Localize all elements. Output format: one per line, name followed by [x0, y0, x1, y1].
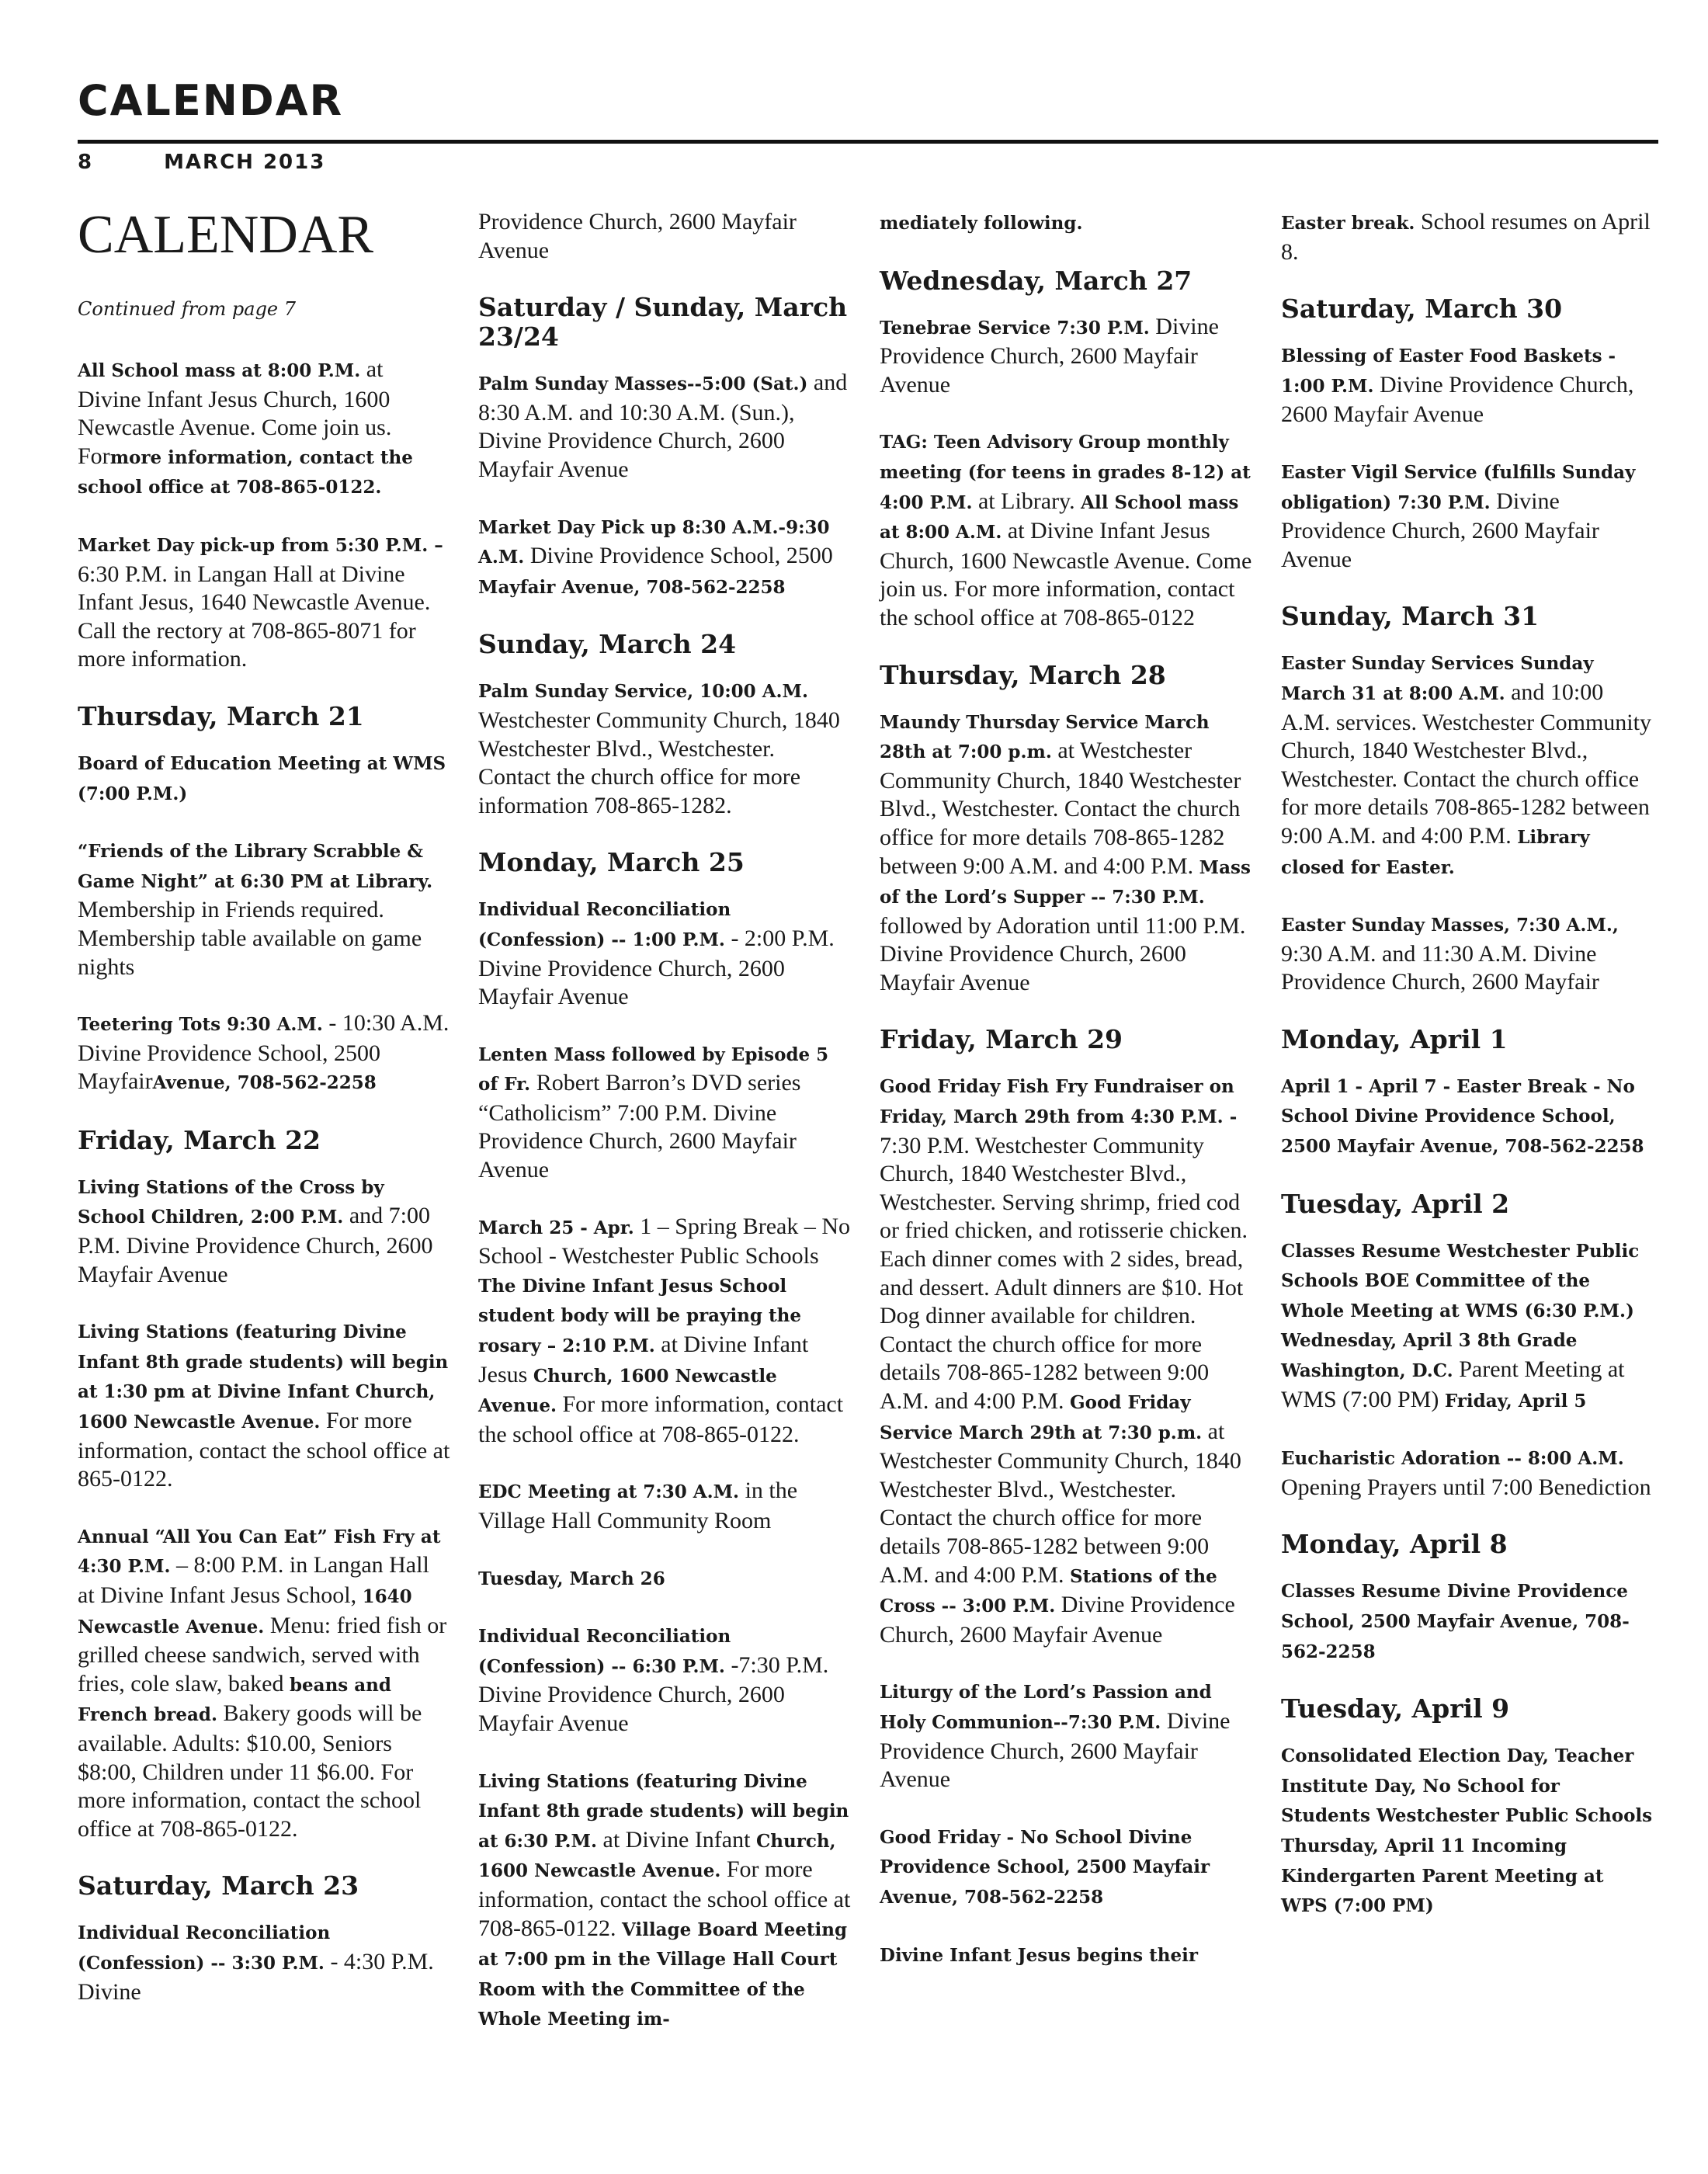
entry-bold-text: Palm Sunday Service, 10:00 A.M. [478, 681, 809, 703]
entry-text: at Library. [972, 488, 1081, 514]
column-2 [478, 208, 851, 2062]
calendar-entry [478, 1477, 851, 1535]
entry-text: at Westchester Community Church, 1840 Westchester Blvd., Westchester. Contact the church office for more details 708-865-1282 between 9:00 A.M. and 4:00 P.M. [880, 738, 1241, 879]
entry-bold-text: Teetering Tots 9:30 A.M. [78, 1014, 323, 1036]
entry-bold-text: Individual Reconciliation (Confession) -- 3:30 P.M. [78, 1922, 331, 1974]
calendar-entry [1281, 1071, 1654, 1162]
day-heading: Friday, March 29 [880, 1024, 1123, 1055]
column-4 [1281, 208, 1654, 1949]
entry-text: Divine Providence Church, 2600 Mayfair Avenue [880, 313, 1219, 398]
entry-bold-text: Living Stations of the Cross by School Children, 2:00 P.M. [78, 1176, 384, 1228]
entry-text: For more information, contact the school office at 708-865-0122. [478, 1856, 851, 1941]
column-3-body [880, 208, 1252, 1970]
calendar-entry [1281, 341, 1654, 429]
calendar-entry [478, 676, 851, 820]
column-2-body [478, 208, 851, 2034]
entry-text: Menu: fried fish or grilled cheese sandwich, served with fries, cole slaw, baked [78, 1612, 447, 1696]
entry-text: 7:30 P.M. Westchester Community Church, 1840 Westchester Blvd., Westchester. Serving shrimp, fried cod or fried chicken, and rotisserie chicken. Each dinner comes with 2 sides, bread, and dessert. Adult dinners are $10. Hot Dog dinner available for children. Contact the church office for more details 708-865-1282 between 9:00 A.M. and 4:00 P.M. [880, 1132, 1248, 1414]
entry-bold-text: Liturgy of the Lord’s Passion and Holy Communion--7:30 P.M. [880, 1682, 1212, 1733]
entry-text: at Divine Infant Jesus Church, 1600 Newcastle Avenue. Come join us. For [78, 356, 392, 469]
entry-text: 6:30 P.M. in Langan Hall at Divine Infant Jesus, 1640 Newcastle Avenue. Call the rectory at 708-865-8071 for more information. [78, 561, 431, 672]
calendar-entry [880, 1940, 1252, 1971]
calendar-entry [880, 1071, 1252, 1649]
calendar-entry [478, 369, 851, 484]
day-heading: Saturday, March 30 [1281, 293, 1563, 325]
entry-bold-text: Good Friday Service March 29th at 7:30 p.m. [880, 1392, 1203, 1443]
entry-text: and 10:00 A.M. services. Westchester Community Church, 1840 Westchester Blvd., Westchester. Contact the church office for more details 708-865-1282 between 9:00 A.M. and 4:00 P.M. [1281, 679, 1651, 849]
entry-bold-text: Individual Reconciliation (Confession) -- 6:30 P.M. [478, 1626, 731, 1677]
issue-date: MARCH 2013 [164, 151, 326, 174]
entry-bold-text: Eucharistic Adoration -- 8:00 A.M. [1281, 1448, 1624, 1470]
calendar-entry [478, 1040, 851, 1185]
calendar-entry [478, 1564, 851, 1594]
entry-bold-text: The Divine Infant Jesus School student body will be praying the rosary – 2:10 P.M. [478, 1275, 801, 1357]
calendar-entry [880, 208, 1252, 238]
calendar-entry [880, 1677, 1252, 1794]
column-1-body [78, 356, 450, 2006]
calendar-entry [478, 208, 851, 265]
column-3 [880, 208, 1252, 1998]
entry-bold-text: Good Friday Fish Fry Fundraiser on Friday, March 29th from 4:30 P.M. - [880, 1076, 1238, 1128]
entry-bold-text: Classes Resume Westchester Public Schools BOE Committee of the Whole Meeting at WMS (6:30 P.M.) Wednesday, April 3 8th Grade Washington, D.C. [1281, 1240, 1640, 1382]
entry-bold-text: Market Day Pick up 8:30 A.M.-9:30 A.M. [478, 516, 830, 568]
entry-bold-text: All School mass at 8:00 P.M. [78, 360, 361, 381]
entry-bold-text: Church, 1600 Newcastle Avenue. [478, 1830, 836, 1882]
calendar-entry [78, 1317, 450, 1494]
calendar-entry [1281, 1741, 1654, 1921]
entry-bold-text: Palm Sunday Masses--5:00 (Sat.) [478, 373, 808, 395]
entry-text: Divine Providence Church, 2600 Mayfair Avenue [880, 1707, 1231, 1793]
entry-text: and 8:30 A.M. and 10:30 A.M. (Sun.), Divine Providence Church, 2600 Mayfair Avenue [478, 370, 848, 482]
day-heading: Tuesday, April 9 [1281, 1693, 1510, 1724]
day-heading: Friday, March 22 [78, 1124, 321, 1155]
calendar-entry [78, 1172, 450, 1289]
entry-bold-text: Maundy Thursday Service March 28th at 7:00 p.m. [880, 711, 1210, 763]
calendar-entry [1281, 910, 1654, 997]
day-heading: Sunday, March 31 [1281, 601, 1540, 632]
entry-bold-text: EDC Meeting at 7:30 A.M. [478, 1481, 740, 1503]
entry-text: at Divine Infant [597, 1826, 756, 1853]
day-heading: Saturday / Sunday, March 23/24 [478, 292, 848, 352]
entry-bold-text: April 1 - April 7 - Easter Break - No School Divine Providence School, 2500 Mayfair Avenue, 708-562-2258 [1281, 1075, 1644, 1158]
entry-text: in the Village Hall Community Room [478, 1478, 798, 1533]
header-rule [78, 140, 1658, 144]
calendar-entry [880, 313, 1252, 400]
entry-text: For more information, contact the school office at 708-865-0122. [478, 1391, 844, 1447]
entry-bold-text: March 25 - Apr. [478, 1217, 634, 1238]
entry-bold-text: Good Friday - No School Divine Providence School, 2500 Mayfair Avenue, 708-562-2258 [880, 1826, 1210, 1908]
entry-bold-text: TAG: Teen Advisory Group monthly meeting (for teens in grades 8-12) at 4:00 P.M. [880, 432, 1251, 513]
entry-text: Divine Providence Church, 2600 Mayfair Avenue [880, 1592, 1235, 1648]
calendar-entry [1281, 1443, 1654, 1502]
entry-bold-text: Annual “All You Can Eat” Fish Fry at 4:30 P.M. [78, 1526, 441, 1578]
masthead-title: CALENDAR [78, 76, 344, 125]
day-heading: Monday, April 8 [1281, 1529, 1508, 1560]
calendar-entry [1281, 208, 1654, 266]
entry-bold-text: Avenue, 708-562-2258 [152, 1072, 377, 1094]
entry-bold-text: beans and French bread. [78, 1674, 391, 1726]
entry-bold-text: Living Stations (featuring Divine Infant 8th grade students) will begin at 6:30 P.M. [478, 1770, 849, 1852]
entry-text: Bakery goods will be available. Adults: $10.00, Seniors $8:00, Children under 11 $6.00. For more information, contact the school office at 708-865-0122. [78, 1700, 422, 1842]
entry-bold-text: Consolidated Election Day, Teacher Institute Day, No School for Students Westchester Public Schools Thursday, April 11 Incoming Kindergarten Parent Meeting at WPS (7:00 PM) [1281, 1745, 1653, 1917]
entry-text: at Westchester Community Church, 1840 Westchester Blvd., Westchester. Contact the church office for more details 708-865-1282 between 9:00 A.M. and 4:00 P.M. [880, 1418, 1241, 1588]
entry-text: Robert Barron’s DVD series “Catholicism” 7:00 P.M. Divine Providence Church, 2600 Mayfair Avenue [478, 1070, 801, 1183]
entry-bold-text: “Friends of the Library Scrabble & Game Night” at 6:30 PM at Library. [78, 841, 433, 892]
entry-bold-text: Lenten Mass followed by Episode 5 of Fr. [478, 1044, 829, 1096]
section-title: CALENDAR [78, 205, 374, 265]
calendar-entry [78, 356, 450, 502]
calendar-entry [478, 1621, 851, 1738]
entry-bold-text: Blessing of Easter Food Baskets - 1:00 P.M. [1281, 346, 1616, 397]
column-1 [78, 205, 450, 2034]
calendar-entry [1281, 648, 1654, 882]
entry-text: - 10:30 A.M. Divine Providence School, 2500 Mayfair [78, 1010, 450, 1095]
entry-text: Divine Providence Church, 2600 Mayfair Avenue [1281, 371, 1634, 428]
entry-bold-text: Easter Sunday Services Sunday March 31 at 8:00 A.M. [1281, 653, 1594, 704]
entry-bold-text: Church, 1600 Newcastle Avenue. [478, 1365, 777, 1417]
entry-bold-text: 1640 Newcastle Avenue. [78, 1586, 412, 1637]
entry-bold-text: Village Board Meeting at 7:00 pm in the Village Hall Court Room with the Committee of the Whole Meeting im- [478, 1919, 848, 2030]
calendar-entry [78, 748, 450, 808]
calendar-entry [1281, 457, 1654, 574]
entry-bold-text: Tenebrae Service 7:30 P.M. [880, 317, 1150, 339]
calendar-entry [478, 1766, 851, 2034]
calendar-entry [880, 427, 1252, 632]
calendar-entry [78, 1522, 450, 1844]
entry-text: Westchester Community Church, 1840 Westchester Blvd., Westchester. Contact the church office for more information 708-865-1282. [478, 707, 840, 818]
continued-note: Continued from page 7 [78, 298, 297, 320]
entry-bold-text: All School mass at 8:00 A.M. [880, 491, 1239, 544]
calendar-entry [78, 1918, 450, 2006]
entry-bold-text: Board of Education Meeting at WMS (7:00 P.M.) [78, 752, 446, 804]
entry-text: For more information, contact the school office at 865-0122. [78, 1408, 450, 1492]
entry-bold-text: Market Day pick-up from 5:30 P.M. – [78, 534, 443, 556]
entry-text: Divine Providence School, 2500 [524, 543, 833, 569]
entry-bold-text: Individual Reconciliation (Confession) -- 1:00 P.M. [478, 899, 731, 950]
calendar-entry [78, 836, 450, 981]
day-heading: Thursday, March 21 [78, 700, 364, 731]
entry-text: Providence Church, 2600 Mayfair Avenue [478, 209, 797, 263]
entry-text: at Divine Infant Jesus [478, 1332, 809, 1387]
calendar-entry [1281, 1576, 1654, 1666]
entry-text: and 7:00 P.M. Divine Providence Church, 2600 Mayfair Avenue [78, 1203, 433, 1287]
entry-bold-text: Living Stations (featuring Divine Infant 8th grade students) will begin at 1:30 pm at Divine Infant Church, 1600 Newcastle Avenue. [78, 1321, 449, 1433]
entry-text: School resumes on April 8. [1281, 209, 1651, 265]
calendar-entry [478, 894, 851, 1011]
entry-text: - 4:30 P.M. Divine [78, 1948, 434, 2005]
calendar-entry [478, 1213, 851, 1450]
entry-bold-text: Easter Sunday Masses, 7:30 A.M., [1281, 915, 1619, 936]
day-heading: Monday, April 1 [1281, 1023, 1508, 1054]
entry-bold-text: Divine Infant Jesus begins their [880, 1944, 1198, 1966]
entry-text: 9:30 A.M. and 11:30 A.M. Divine Providence Church, 2600 Mayfair [1281, 940, 1599, 995]
calendar-entry [78, 1009, 450, 1098]
day-heading: Wednesday, March 27 [880, 265, 1192, 296]
entry-text: Divine Providence Church, 2600 Mayfair Avenue [1281, 488, 1599, 572]
entry-text: Membership in Friends required. Membership table available on game nights [78, 897, 422, 980]
entry-text: -7:30 P.M. Divine Providence Church, 2600 Mayfair Avenue [478, 1651, 829, 1736]
entry-text: – 8:00 P.M. in Langan Hall at Divine Infant Jesus School, [78, 1552, 429, 1608]
entry-bold-text: Friday, April 5 [1444, 1390, 1587, 1412]
column-4-body [1281, 208, 1654, 1921]
calendar-entry [1281, 1236, 1654, 1416]
entry-bold-text: Tuesday, March 26 [478, 1568, 665, 1589]
calendar-entry [880, 707, 1252, 998]
entry-text: 1 – Spring Break – No School - Westchester Public Schools [478, 1213, 851, 1269]
page-number: 8 [78, 151, 94, 174]
entry-bold-text: Classes Resume Divine Providence School, 2500 Mayfair Avenue, 708-562-2258 [1281, 1581, 1630, 1662]
entry-bold-text: Stations of the Cross -- 3:00 P.M. [880, 1565, 1217, 1617]
calendar-entry [478, 512, 851, 603]
entry-text: followed by Adoration until 11:00 P.M. Divine Providence Church, 2600 Mayfair Avenue [880, 912, 1246, 995]
entry-bold-text: Mayfair Avenue, 708-562-2258 [478, 576, 786, 598]
entry-text: Opening Prayers until 7:00 Benediction [1281, 1474, 1651, 1500]
entry-text: Parent Meeting at WMS (7:00 PM) [1281, 1356, 1625, 1412]
day-heading: Tuesday, April 2 [1281, 1188, 1510, 1219]
calendar-entry [78, 530, 450, 674]
calendar-entry [880, 1822, 1252, 1912]
day-heading: Monday, March 25 [478, 847, 745, 878]
entry-bold-text: Library closed for Easter. [1281, 826, 1590, 878]
day-heading: Saturday, March 23 [78, 1870, 359, 1901]
entry-bold-text: Easter Vigil Service (fulfills Sunday obligation) 7:30 P.M. [1281, 461, 1636, 513]
entry-bold-text: more information, contact the school office at 708-865-0122. [78, 446, 413, 498]
entry-bold-text: Easter break. [1281, 213, 1415, 234]
day-heading: Thursday, March 28 [880, 659, 1166, 690]
entry-bold-text: mediately following. [880, 213, 1083, 234]
entry-text: at Divine Infant Jesus Church, 1600 Newcastle Avenue. Come join us. For more information, contact the school office at 708-865-0122 [880, 518, 1252, 630]
folio [78, 151, 325, 174]
entry-bold-text: Mass of the Lord’s Supper -- 7:30 P.M. [880, 856, 1251, 908]
day-heading: Sunday, March 24 [478, 629, 737, 660]
entry-text: - 2:00 P.M. Divine Providence Church, 2600 Mayfair Avenue [478, 925, 835, 1010]
